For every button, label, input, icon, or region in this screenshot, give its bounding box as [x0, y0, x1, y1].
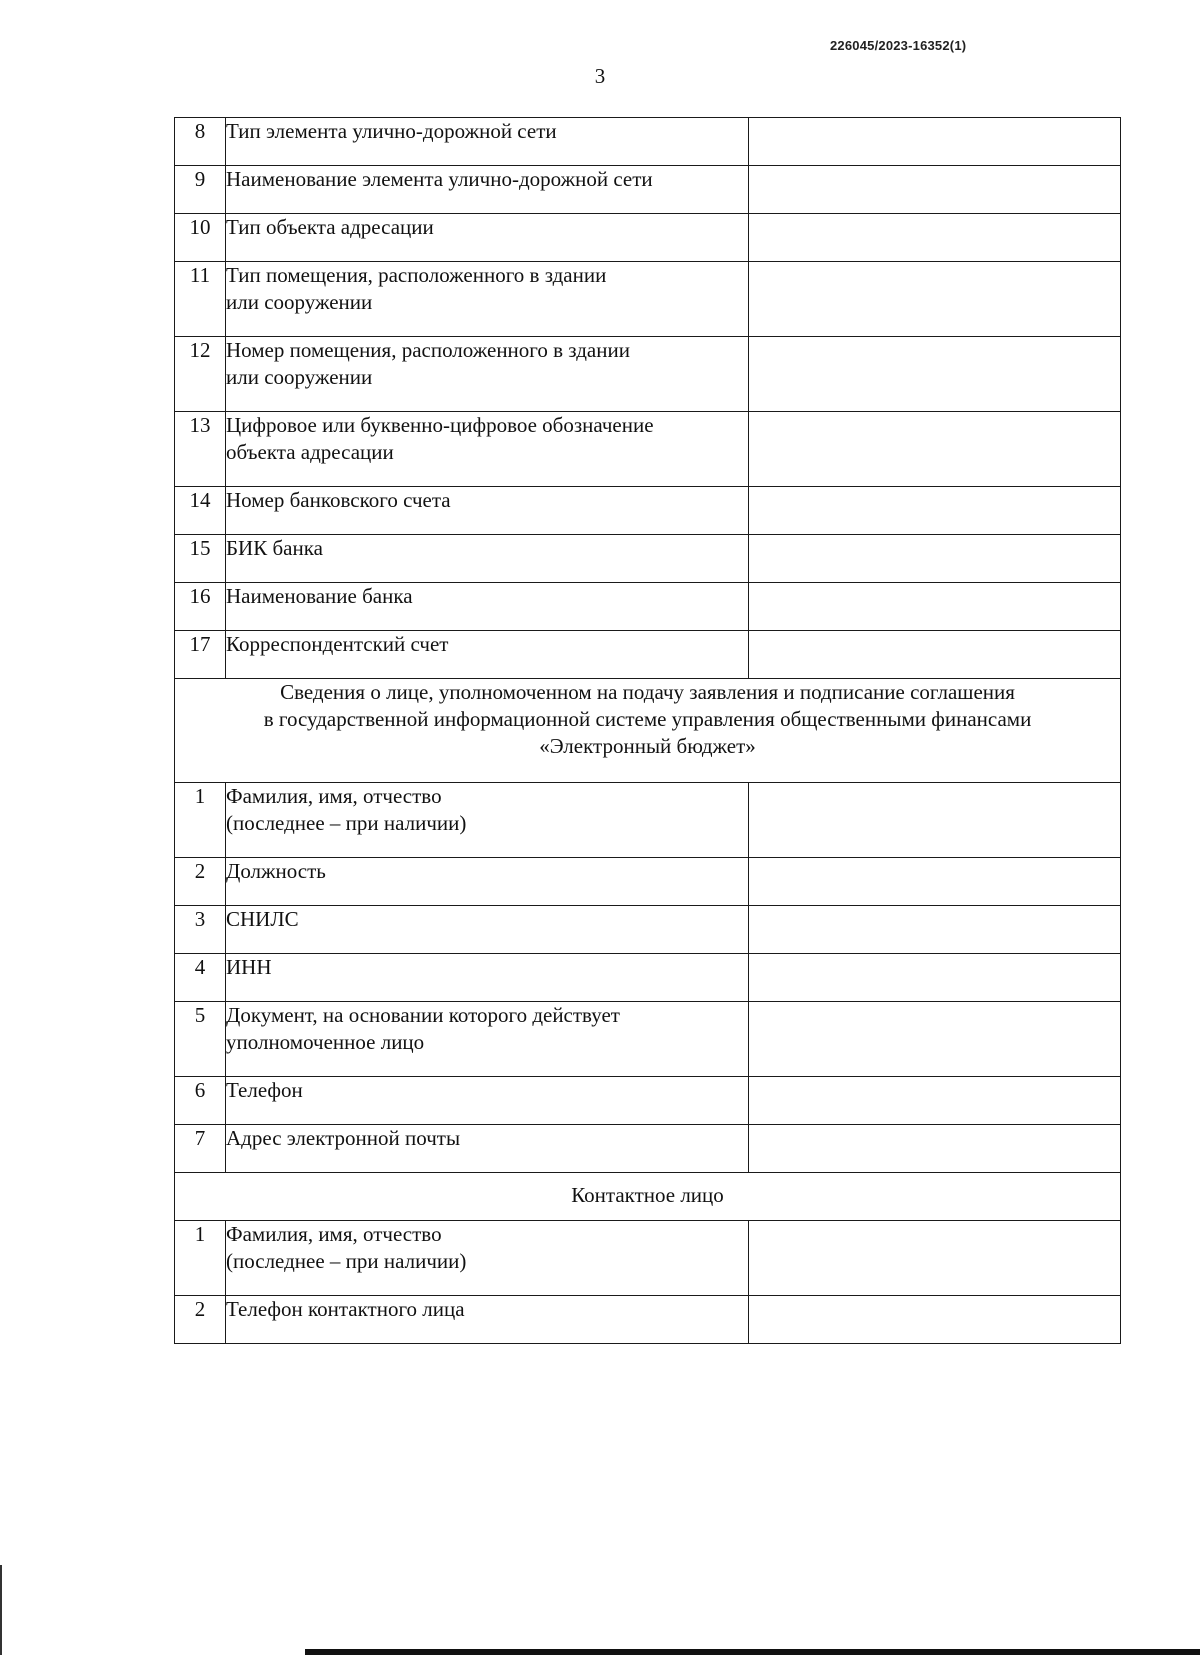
row-value-field[interactable]	[749, 858, 1121, 906]
row-value-field[interactable]	[749, 1002, 1121, 1077]
row-label-line: Цифровое или буквенно-цифровое обозначение	[226, 413, 654, 437]
table-row	[175, 118, 1121, 166]
table-row	[175, 1125, 1121, 1173]
row-label-line: (последнее – при наличии)	[226, 1249, 467, 1273]
row-label-line: СНИЛС	[226, 907, 299, 931]
row-label-line: Должность	[226, 859, 326, 883]
row-number: 17	[175, 631, 226, 679]
row-label	[226, 487, 749, 535]
row-label	[226, 954, 749, 1002]
row-label-line: уполномоченное лицо	[226, 1030, 425, 1054]
section-heading-line: в государственной информационной системе управления общественными финансами	[263, 707, 1032, 731]
row-number: 15	[175, 535, 226, 583]
section-heading-line: Контактное лицо	[571, 1183, 724, 1207]
row-label	[226, 412, 749, 487]
row-number: 13	[175, 412, 226, 487]
section-heading	[175, 679, 1121, 783]
section-heading	[175, 1173, 1121, 1221]
table-row	[175, 631, 1121, 679]
row-number: 14	[175, 487, 226, 535]
row-number: 12	[175, 337, 226, 412]
row-label	[226, 783, 749, 858]
row-label	[226, 858, 749, 906]
row-label-line: Тип помещения, расположенного в здании	[226, 263, 607, 287]
table-row	[175, 906, 1121, 954]
row-number: 11	[175, 262, 226, 337]
row-label-line: или сооружении	[226, 290, 373, 314]
row-number: 4	[175, 954, 226, 1002]
table-row	[175, 858, 1121, 906]
row-label	[226, 262, 749, 337]
table-row	[175, 1221, 1121, 1296]
row-number: 9	[175, 166, 226, 214]
table-row	[175, 1002, 1121, 1077]
row-label	[226, 166, 749, 214]
row-label-line: или сооружении	[226, 365, 373, 389]
section-contact-person	[175, 1173, 1121, 1221]
row-label	[226, 583, 749, 631]
row-label	[226, 1221, 749, 1296]
table-row	[175, 262, 1121, 337]
row-value-field[interactable]	[749, 337, 1121, 412]
row-label-line: БИК банка	[226, 536, 323, 560]
form-table-body	[175, 118, 1121, 1344]
row-number: 7	[175, 1125, 226, 1173]
scan-bottom-edge	[305, 1649, 1200, 1655]
table-row	[175, 487, 1121, 535]
row-value-field[interactable]	[749, 214, 1121, 262]
row-label-line: Телефон контактного лица	[226, 1297, 465, 1321]
row-value-field[interactable]	[749, 954, 1121, 1002]
page-number: 3	[594, 64, 606, 88]
row-label	[226, 1125, 749, 1173]
row-label-line: Адрес электронной почты	[226, 1126, 461, 1150]
table-row	[175, 583, 1121, 631]
table-row	[175, 954, 1121, 1002]
row-value-field[interactable]	[749, 262, 1121, 337]
row-label	[226, 118, 749, 166]
table-row	[175, 1077, 1121, 1125]
row-value-field[interactable]	[749, 1077, 1121, 1125]
row-value-field[interactable]	[749, 487, 1121, 535]
row-label-line: Фамилия, имя, отчество	[226, 784, 442, 808]
row-number: 6	[175, 1077, 226, 1125]
row-label	[226, 337, 749, 412]
row-label	[226, 906, 749, 954]
row-label-line: Документ, на основании которого действует	[226, 1003, 620, 1027]
section-authorized-person	[175, 679, 1121, 783]
row-label-line: Тип элемента улично-дорожной сети	[226, 119, 557, 143]
row-label-line: ИНН	[226, 955, 272, 979]
table-row	[175, 214, 1121, 262]
row-number: 16	[175, 583, 226, 631]
row-label-line: (последнее – при наличии)	[226, 811, 467, 835]
row-value-field[interactable]	[749, 166, 1121, 214]
row-label-line: Номер банковского счета	[226, 488, 451, 512]
row-number: 1	[175, 1221, 226, 1296]
row-value-field[interactable]	[749, 583, 1121, 631]
row-label-line: объекта адресации	[226, 440, 394, 464]
row-value-field[interactable]	[749, 1125, 1121, 1173]
row-label-line: Наименование элемента улично-дорожной сети	[226, 167, 653, 191]
application-form-table	[174, 117, 1121, 1344]
row-value-field[interactable]	[749, 412, 1121, 487]
row-label-line: Тип объекта адресации	[226, 215, 434, 239]
table-row	[175, 783, 1121, 858]
row-value-field[interactable]	[749, 783, 1121, 858]
row-label-line: Корреспондентский счет	[226, 632, 449, 656]
row-number: 1	[175, 783, 226, 858]
row-number: 3	[175, 906, 226, 954]
row-label	[226, 214, 749, 262]
table-row	[175, 412, 1121, 487]
row-value-field[interactable]	[749, 1296, 1121, 1344]
row-value-field[interactable]	[749, 906, 1121, 954]
row-label	[226, 1002, 749, 1077]
row-label-line: Телефон	[226, 1078, 303, 1102]
scan-edge-mark	[0, 1565, 2, 1655]
row-value-field[interactable]	[749, 118, 1121, 166]
row-value-field[interactable]	[749, 1221, 1121, 1296]
row-value-field[interactable]	[749, 631, 1121, 679]
table-row	[175, 1296, 1121, 1344]
row-label	[226, 1077, 749, 1125]
table-row	[175, 166, 1121, 214]
row-label	[226, 631, 749, 679]
section-heading-line: Сведения о лице, уполномоченном на подачу заявления и подписание соглашения	[280, 680, 1015, 704]
row-label	[226, 1296, 749, 1344]
row-label-line: Фамилия, имя, отчество	[226, 1222, 442, 1246]
row-number: 2	[175, 858, 226, 906]
section-heading-line: «Электронный бюджет»	[539, 734, 756, 758]
row-label-line: Наименование банка	[226, 584, 413, 608]
table-row	[175, 337, 1121, 412]
row-number: 2	[175, 1296, 226, 1344]
document-registration-number: 226045/2023-16352(1)	[830, 38, 967, 53]
row-number: 10	[175, 214, 226, 262]
row-label-line: Номер помещения, расположенного в здании	[226, 338, 630, 362]
row-number: 8	[175, 118, 226, 166]
table-row	[175, 535, 1121, 583]
row-number: 5	[175, 1002, 226, 1077]
row-value-field[interactable]	[749, 535, 1121, 583]
row-label	[226, 535, 749, 583]
